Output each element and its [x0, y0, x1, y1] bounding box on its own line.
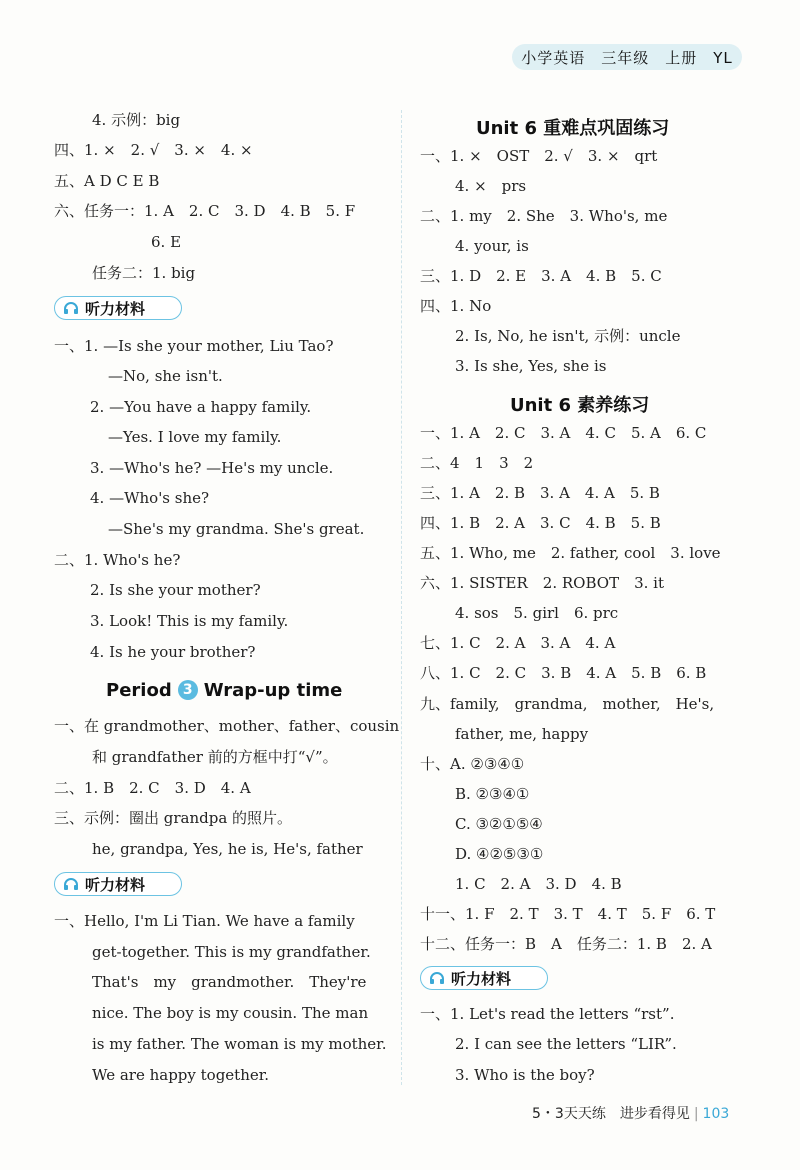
answer-line: 2. Is, No, he isn't, 示例：uncle [455, 327, 681, 345]
answer-line: he, grandpa, Yes, he is, He's, father [92, 840, 363, 858]
transcript-line: We are happy together. [92, 1066, 270, 1084]
transcript-line: —No, she isn't. [108, 367, 223, 385]
transcript-line: 一、1. Let's read the letters “rst”. [420, 1005, 675, 1023]
transcript-line: 3. Who is the boy? [455, 1066, 595, 1084]
page-number: 103 [702, 1106, 730, 1122]
transcript-line: 3. —Who's he? —He's my uncle. [90, 459, 334, 477]
headphones-icon [429, 971, 445, 985]
footer-separator: | [693, 1106, 699, 1122]
period-number: 3 [178, 680, 198, 700]
answer-line: 4. sos 5. girl 6. prc [455, 604, 619, 622]
transcript-line: 一、Hello, I'm Li Tian. We have a family [54, 912, 355, 930]
footer-brand: 5・3天天练 进步看得见 [532, 1106, 690, 1122]
headphones-icon [63, 301, 79, 315]
answer-line: D. ④②⑤③① [455, 845, 544, 863]
answer-line: 三、1. A 2. B 3. A 4. A 5. B [420, 484, 660, 502]
transcript-line: 3. Look! This is my family. [90, 612, 289, 630]
listening-material-label [54, 872, 182, 896]
answer-line: 三、示例：圈出 grandpa 的照片。 [54, 809, 293, 827]
transcript-line: is my father. The woman is my mother. [92, 1035, 387, 1053]
period-word: Period [106, 680, 172, 701]
transcript-line: nice. The boy is my cousin. The man [92, 1004, 369, 1022]
transcript-line: That's my grandmother. They're [92, 973, 367, 991]
answer-line: 四、1. No [420, 297, 492, 315]
answer-line: 四、1. × 2. √ 3. × 4. × [54, 141, 253, 159]
answer-line: B. ②③④① [455, 785, 530, 803]
answer-line: 4. 示例：big [92, 111, 181, 129]
answer-line: 任务二：1. big [92, 264, 196, 282]
period-heading [106, 680, 342, 701]
answer-line: 6. E [151, 233, 182, 251]
answer-line: 一、在 grandmother、mother、father、cousin [54, 717, 400, 735]
transcript-line: 4. Is he your brother? [90, 643, 256, 661]
answer-line: 七、1. C 2. A 3. A 4. A [420, 634, 616, 652]
listening-material-label [420, 966, 548, 990]
pill-label: 听力材料 [85, 299, 146, 318]
answer-line: 和 grandfather 前的方框中打“√”。 [92, 748, 338, 766]
answer-line: 八、1. C 2. C 3. B 4. A 5. B 6. B [420, 664, 707, 682]
answer-line: C. ③②①⑤④ [455, 815, 543, 833]
transcript-line: 2. —You have a happy family. [90, 398, 312, 416]
section-title: Unit 6 素养练习 [510, 395, 650, 416]
answer-line: 九、family, grandma, mother, He's, [420, 695, 715, 713]
transcript-line: —She's my grandma. She's great. [108, 520, 365, 538]
transcript-line: 一、1. —Is she your mother, Liu Tao? [54, 337, 334, 355]
answer-line: 六、任务一：1. A 2. C 3. D 4. B 5. F [54, 202, 356, 220]
transcript-line: 二、1. Who's he? [54, 551, 181, 569]
answer-line: 十、A. ②③④① [420, 755, 525, 773]
answer-line: father, me, happy [455, 725, 589, 743]
transcript-line: 4. —Who's she? [90, 489, 210, 507]
pill-label: 听力材料 [451, 969, 512, 988]
answer-line: 二、1. my 2. She 3. Who's, me [420, 207, 668, 225]
transcript-line: —Yes. I love my family. [108, 428, 282, 446]
section-title: Unit 6 重难点巩固练习 [476, 118, 670, 139]
answer-line: 一、1. × OST 2. √ 3. × qrt [420, 147, 658, 165]
headphones-icon [63, 877, 79, 891]
answer-line: 三、1. D 2. E 3. A 4. B 5. C [420, 267, 662, 285]
transcript-line: get-together. This is my grandfather. [92, 943, 371, 961]
page-footer [532, 1103, 729, 1123]
answer-line: 十一、1. F 2. T 3. T 4. T 5. F 6. T [420, 905, 716, 923]
answer-line: 一、1. A 2. C 3. A 4. C 5. A 6. C [420, 424, 707, 442]
answer-line: 四、1. B 2. A 3. C 4. B 5. B [420, 514, 661, 532]
column-divider [401, 110, 402, 1085]
transcript-line: 2. I can see the letters “LIR”. [455, 1035, 677, 1053]
answer-line: 1. C 2. A 3. D 4. B [455, 875, 622, 893]
answer-line: 十二、任务一：B A 任务二：1. B 2. A [420, 935, 712, 953]
answer-line: 二、1. B 2. C 3. D 4. A [54, 779, 251, 797]
period-title: Wrap-up time [203, 680, 343, 701]
answer-line: 4. your, is [455, 237, 529, 255]
transcript-line: 2. Is she your mother? [90, 581, 261, 599]
listening-material-label [54, 296, 182, 320]
answer-line: 二、4 1 3 2 [420, 454, 534, 472]
answer-line: 3. Is she, Yes, she is [455, 357, 607, 375]
pill-label: 听力材料 [85, 875, 146, 894]
answer-line: 五、A D C E B [54, 172, 160, 190]
answer-line: 4. × prs [455, 177, 527, 195]
header-badge: 小学英语 三年级 上册 YL [512, 44, 742, 70]
answer-line: 五、1. Who, me 2. father, cool 3. love [420, 544, 721, 562]
answer-line: 六、1. SISTER 2. ROBOT 3. it [420, 574, 664, 592]
